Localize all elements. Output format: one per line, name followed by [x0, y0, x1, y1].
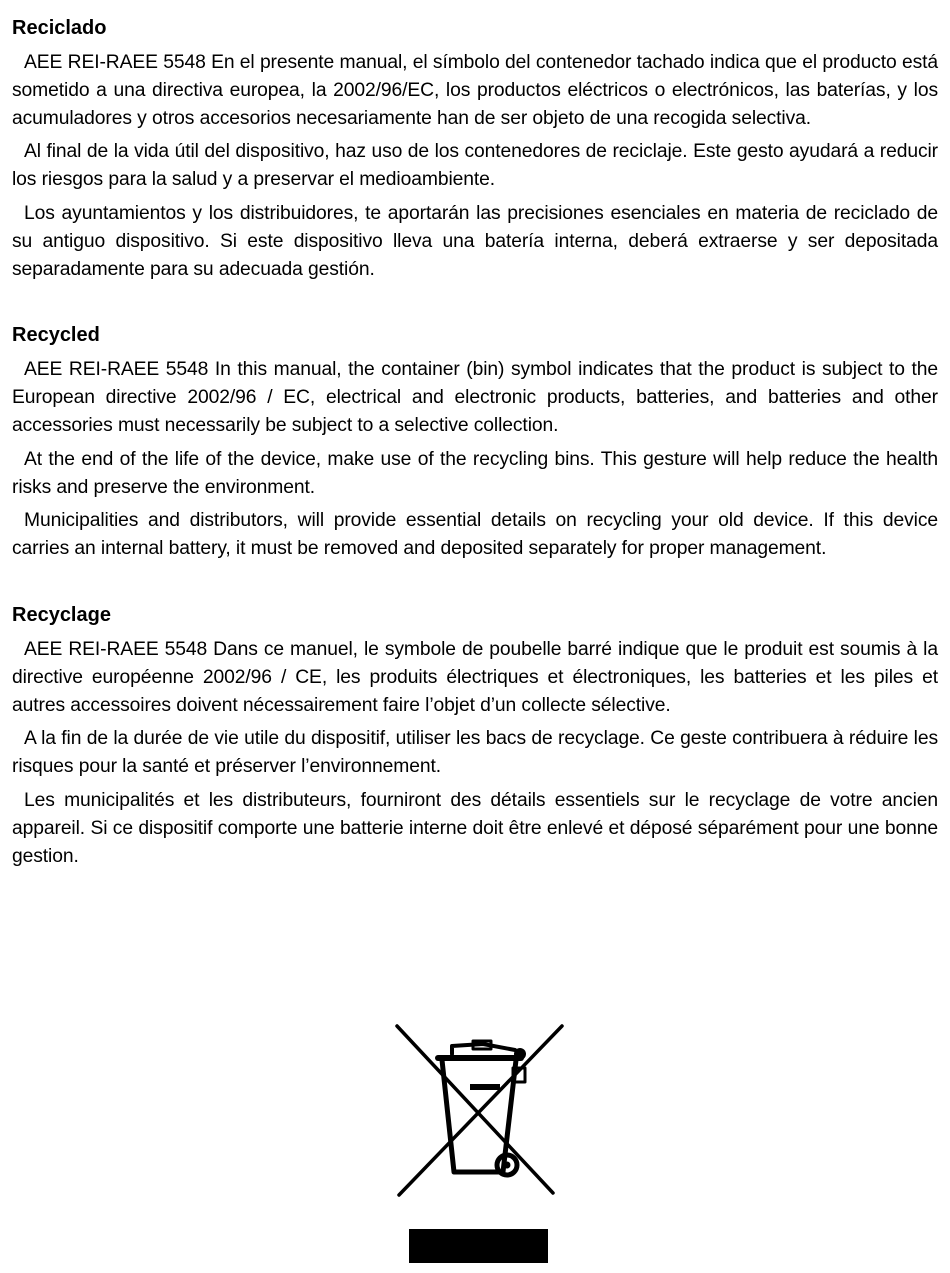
section-spanish: [12, 14, 938, 283]
paragraph: Los ayuntamientos y los distribuidores, te aportarán las precisiones esenciales en materia de reciclado de su antiguo dispositivo. Si este dispositivo lleva una batería interna, deberá extraerse y ser depositada separadamente para su adecuada gestión.: [12, 202, 938, 280]
paragraph: Municipalities and distributors, will provide essential details on recycling your old device. If this device carries an internal battery, it must be removed and deposited separately for proper management.: [12, 510, 938, 560]
section-french: [12, 601, 938, 870]
section-heading: Recyclage: [12, 603, 111, 626]
section-heading: Recycled: [12, 324, 100, 347]
section-english: [12, 321, 938, 563]
paragraph: AEE REI-RAEE 5548 Dans ce manuel, le symbole de poubelle barré indique que le produit est soumis à la directive européenne 2002/96 / CE, les produits électriques et électroniques, les batteries et les piles et autres accessoires doivent nécessairement faire l’objet d’un collecte sélective.: [12, 638, 938, 716]
paragraph: A la fin de la durée de vie utile du dispositif, utiliser les bacs de recyclage. Ce geste contribuera à réduire les risques pour la santé et préserver l’environnement.: [12, 728, 938, 778]
paragraph: Al final de la vida útil del dispositivo, haz uso de los contenedores de reciclaje. Este gesto ayudará a reducir los riesgos para la salud y a preservar el medioambiente.: [12, 141, 938, 191]
paragraph: AEE REI-RAEE 5548 In this manual, the container (bin) symbol indicates that the product is subject to the European directive 2002/96 / EC, electrical and electronic products, batteries, and batteries and other accessories must necessarily be subject to a selective collection.: [12, 359, 938, 436]
paragraph: At the end of the life of the device, make use of the recycling bins. This gesture will help reduce the health risks and preserve the environment.: [12, 448, 938, 498]
document-page: [12, 14, 938, 876]
section-heading: Reciclado: [12, 17, 107, 39]
paragraph: AEE REI-RAEE 5548 En el presente manual, el símbolo del contenedor tachado indica que el producto está sometido a una directiva europea, la 2002/96/EC, los productos eléctricos o electrónicos, las baterías, y los acumuladores y otros accesorios necesariamente han de ser objeto de una recogida selectiva.: [12, 52, 938, 129]
date-mark-bar: [409, 1229, 548, 1263]
paragraph: Les municipalités et les distributeurs, fourniront des détails essentiels sur le recyclage de votre ancien appareil. Si ce dispositif comporte une batterie interne doit être enlevé et déposé séparément pour une bonne gestion.: [12, 789, 938, 867]
crossed-out-wheelie-bin-icon: [395, 1024, 565, 1198]
